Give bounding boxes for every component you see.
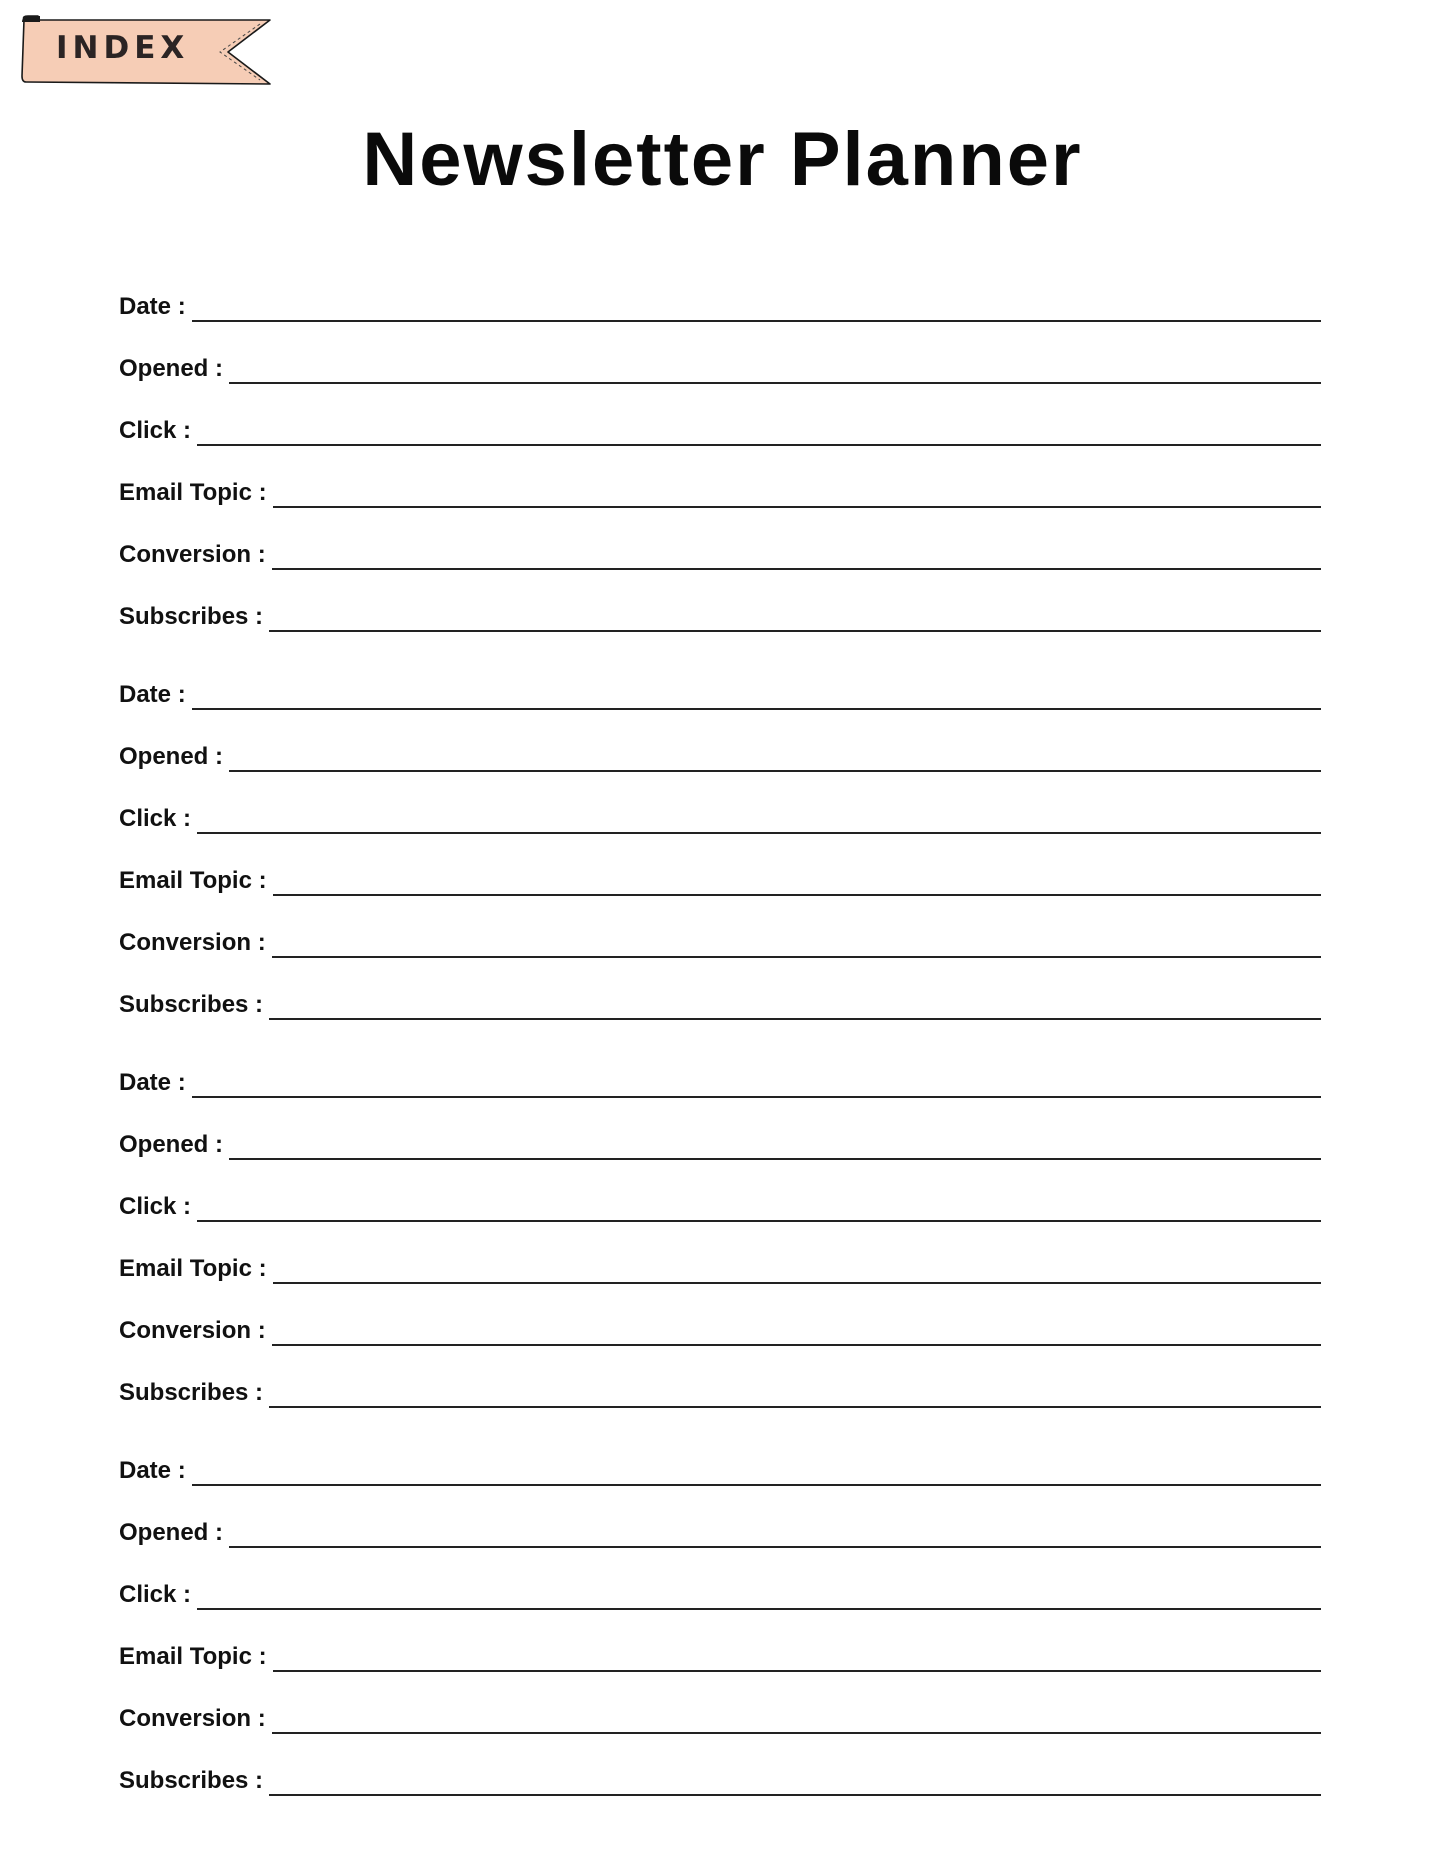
click-field (119, 384, 1321, 446)
click-label: Click : (119, 1581, 192, 1608)
index-tab-button[interactable] (18, 14, 272, 88)
subscribes-field (119, 958, 1321, 1020)
email-topic-field (119, 1610, 1321, 1672)
newsletter-entry (119, 260, 1321, 632)
email-topic-field (119, 446, 1321, 508)
click-label: Click : (119, 1193, 192, 1220)
subscribes-input-line[interactable] (269, 1764, 1321, 1796)
conversion-field (119, 508, 1321, 570)
subscribes-label: Subscribes : (119, 991, 264, 1018)
date-field (119, 1036, 1321, 1098)
date-label: Date : (119, 1457, 186, 1484)
date-label: Date : (119, 681, 186, 708)
click-label: Click : (119, 805, 192, 832)
subscribes-field (119, 1734, 1321, 1796)
subscribes-label: Subscribes : (119, 1379, 264, 1406)
opened-field (119, 710, 1321, 772)
email-topic-field (119, 834, 1321, 896)
opened-input-line[interactable] (229, 1128, 1321, 1160)
opened-input-line[interactable] (229, 740, 1321, 772)
opened-field (119, 1098, 1321, 1160)
email-topic-input-line[interactable] (273, 1640, 1321, 1672)
conversion-field (119, 1284, 1321, 1346)
subscribes-label: Subscribes : (119, 1767, 264, 1794)
date-label: Date : (119, 293, 186, 320)
conversion-label: Conversion : (119, 1705, 266, 1732)
email-topic-label: Email Topic : (119, 479, 267, 506)
opened-field (119, 1486, 1321, 1548)
subscribes-input-line[interactable] (269, 1376, 1321, 1408)
index-tab-label: INDEX (56, 30, 190, 66)
date-input-line[interactable] (192, 1454, 1321, 1486)
newsletter-form (119, 260, 1321, 1796)
click-input-line[interactable] (197, 414, 1321, 446)
opened-label: Opened : (119, 1519, 224, 1546)
click-input-line[interactable] (197, 802, 1321, 834)
click-field (119, 1160, 1321, 1222)
click-input-line[interactable] (197, 1190, 1321, 1222)
page-title: Newsletter Planner (362, 117, 1083, 202)
subscribes-input-line[interactable] (269, 600, 1321, 632)
date-label: Date : (119, 1069, 186, 1096)
date-field (119, 1424, 1321, 1486)
date-field (119, 648, 1321, 710)
subscribes-label: Subscribes : (119, 603, 264, 630)
email-topic-input-line[interactable] (273, 864, 1321, 896)
newsletter-entry (119, 1424, 1321, 1796)
email-topic-label: Email Topic : (119, 867, 267, 894)
conversion-label: Conversion : (119, 1317, 266, 1344)
subscribes-field (119, 1346, 1321, 1408)
conversion-input-line[interactable] (272, 1702, 1321, 1734)
opened-label: Opened : (119, 743, 224, 770)
opened-input-line[interactable] (229, 1516, 1321, 1548)
conversion-field (119, 896, 1321, 958)
click-input-line[interactable] (197, 1578, 1321, 1610)
opened-label: Opened : (119, 355, 224, 382)
opened-field (119, 322, 1321, 384)
date-input-line[interactable] (192, 290, 1321, 322)
click-field (119, 772, 1321, 834)
newsletter-entry (119, 1036, 1321, 1408)
click-field (119, 1548, 1321, 1610)
subscribes-input-line[interactable] (269, 988, 1321, 1020)
click-label: Click : (119, 417, 192, 444)
conversion-input-line[interactable] (272, 538, 1321, 570)
subscribes-field (119, 570, 1321, 632)
date-input-line[interactable] (192, 1066, 1321, 1098)
email-topic-label: Email Topic : (119, 1255, 267, 1282)
date-field (119, 260, 1321, 322)
email-topic-input-line[interactable] (273, 1252, 1321, 1284)
opened-input-line[interactable] (229, 352, 1321, 384)
conversion-input-line[interactable] (272, 926, 1321, 958)
email-topic-label: Email Topic : (119, 1643, 267, 1670)
date-input-line[interactable] (192, 678, 1321, 710)
email-topic-field (119, 1222, 1321, 1284)
conversion-field (119, 1672, 1321, 1734)
newsletter-entry (119, 648, 1321, 1020)
conversion-label: Conversion : (119, 929, 266, 956)
opened-label: Opened : (119, 1131, 224, 1158)
conversion-input-line[interactable] (272, 1314, 1321, 1346)
email-topic-input-line[interactable] (273, 476, 1321, 508)
conversion-label: Conversion : (119, 541, 266, 568)
